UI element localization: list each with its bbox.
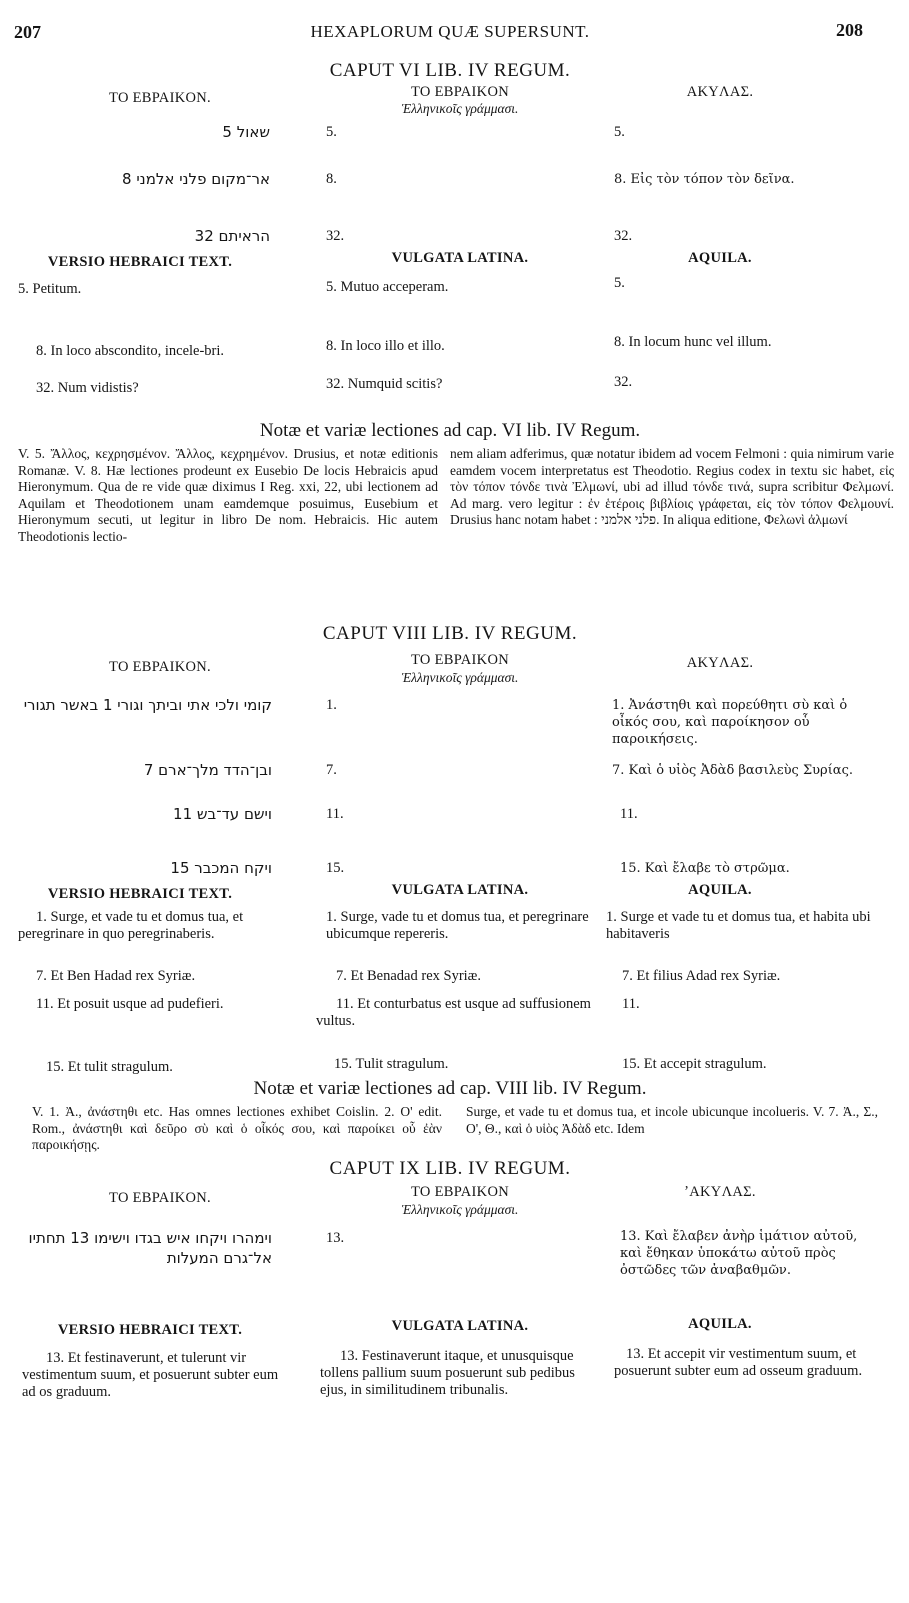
- version-verse: 5. Petitum.: [18, 281, 82, 297]
- column-header-hebrew: TO EBPAIKON.: [109, 659, 211, 675]
- version-verse: 8. In loco abscondito, incele-bri.: [36, 343, 225, 359]
- column-header-aquila-greek: ʼAKYΛAΣ.: [684, 1184, 756, 1200]
- hebrew-verse: שאול 5: [222, 123, 270, 141]
- transliteration-verse: 32.: [326, 228, 345, 244]
- running-title: HEXAPLORUM QUÆ SUPERSUNT.: [310, 22, 590, 41]
- column-header-vulgate: VULGATA LATINA.: [391, 250, 529, 266]
- aquila-greek-verse: 11.: [620, 806, 638, 822]
- column-subheader-greek-letters: Ἑλληνικοῖς γράμμασι.: [401, 101, 519, 116]
- version-verse: 15. Et tulit stragulum.: [46, 1059, 173, 1075]
- vulgate-verse: 32. Numquid scitis?: [326, 376, 443, 392]
- caput-heading: CAPUT VIII LIB. IV REGUM.: [322, 623, 578, 644]
- version-verse: 11. Et posuit usque ad pudefieri.: [36, 996, 224, 1012]
- transliteration-verse: 15.: [326, 860, 345, 876]
- aquila-greek-verse: 13. Καὶ ἔλαβεν ἀνὴρ ἱμάτιον αὐτοῦ, καὶ ἔθηκαν ὑποκάτω αὐτοῦ πρὸς ὀστῶδες τῶν ἀναβαθμῶν.: [620, 1229, 858, 1278]
- notes-column-right: nem aliam adferimus, quæ notatur ibidem ad vocem Felmoni : quia nimirum varie eamdem vocem interpretatus est Theodotio. Regius codex in textu sic habet, εἰς τὸν τόπον τόνδε τινὰ Ἐλμωνί, ubi ad illud τόνδε τινά, supra scribitur Φελμωνί. Ad marg. vero legitur : ἐν ἑτέροις βιβλίοις γράφεται, εἰς τὸν τόπον Φελμουνί. Drusius hanc notam habet : פלני אלמני. In aliqua editione, Φελωνὶ ἀλμωνί: [450, 446, 894, 527]
- aquila-greek-verse: 15. Καὶ ἔλαβε τὸ στρῶμα.: [620, 861, 790, 876]
- vulgate-verse: 7. Et Benadad rex Syriæ.: [336, 968, 481, 984]
- column-header-hebrew: TO EBPAIKON.: [109, 1190, 211, 1206]
- notes-heading: Notæ et variæ lectiones ad cap. VIII lib. IV Regum.: [253, 1078, 647, 1099]
- aquila-greek-verse: 8. Εἰς τὸν τόπον τὸν δεῖνα.: [614, 172, 795, 187]
- hebrew-verse: קומי ולכי אתי וביתך וגורי 1 באשר תגורי: [23, 696, 272, 714]
- aquila-latin-verse: 13. Et accepit vir vestimentum suum, et posuerunt subter eum ad osseum graduum.: [614, 1346, 863, 1379]
- column-header-hebrew: TO EBPAIKON.: [109, 90, 211, 106]
- notes-heading: Notæ et variæ lectiones ad cap. VI lib. IV Regum.: [259, 420, 641, 441]
- hebrew-verse: אר־מקום פלני אלמני 8: [122, 170, 270, 188]
- column-header-version: VERSIO HEBRAICI TEXT.: [47, 886, 233, 902]
- column-header-aquila-greek: AKYΛAΣ.: [686, 655, 754, 671]
- column-header-transliteration: TO EBPAIKON: [411, 652, 509, 668]
- column-header-vulgate: VULGATA LATINA.: [391, 882, 529, 898]
- column-header-aquila-latin: AQUILA.: [688, 1316, 752, 1332]
- version-verse: 1. Surge, et vade tu et domus tua, et peregrinare in quo peregrinaberis.: [18, 909, 244, 942]
- transliteration-verse: 7.: [326, 762, 337, 778]
- column-header-aquila-latin: AQUILA.: [688, 882, 752, 898]
- aquila-latin-verse: 7. Et filius Adad rex Syriæ.: [622, 968, 781, 984]
- hebrew-verse: וישם עד־בש 11: [173, 805, 272, 823]
- aquila-greek-verse: 32.: [614, 228, 633, 244]
- caput-heading: CAPUT VI LIB. IV REGUM.: [329, 60, 571, 81]
- transliteration-verse: 8.: [326, 171, 337, 187]
- notes-column-right: Surge, et vade tu et domus tua, et incole ubicunque incolueris. V. 7. Ἀ., Σ., Ο', Θ., καὶ ὁ υἱὸς Ἀδὰδ etc. Idem: [466, 1104, 878, 1136]
- hebrew-verse: הראיתם 32: [194, 227, 270, 245]
- vulgate-verse: 11. Et conturbatus est usque ad suffusionem vultus.: [316, 996, 591, 1029]
- column-header-transliteration: TO EBPAIKON: [411, 84, 509, 100]
- column-header-aquila-greek: AKYΛAΣ.: [686, 84, 754, 100]
- vulgate-verse: 15. Tulit stragulum.: [334, 1056, 449, 1072]
- aquila-latin-verse: 1. Surge et vade tu et domus tua, et habita ubi habitaveris: [606, 909, 871, 942]
- notes-column-left: V. 1. Ἀ., ἀνάστηθι etc. Has omnes lectiones exhibet Coislin. 2. Ο' edit. Rom., ἀνάστηθι καὶ δεῦρο σὺ καὶ ὁ οἶκός σου, καὶ παροίκει οὗ ἐὰν παροικήσῃς.: [32, 1104, 442, 1152]
- aquila-latin-verse: 15. Et accepit stragulum.: [622, 1056, 767, 1072]
- column-header-vulgate: VULGATA LATINA.: [391, 1318, 529, 1334]
- column-header-transliteration: TO EBPAIKON: [411, 1184, 509, 1200]
- caput-heading: CAPUT IX LIB. IV REGUM.: [329, 1158, 571, 1179]
- column-header-version: VERSIO HEBRAICI TEXT.: [57, 1322, 243, 1338]
- vulgate-verse: 5. Mutuo acceperam.: [326, 279, 449, 295]
- hebrew-verse: ויקח המכבר 15: [170, 859, 272, 877]
- hebrew-verse: ובן־הדד מלך־ארם 7: [143, 761, 272, 779]
- aquila-greek-verse: 7. Καὶ ὁ υἱὸς Ἀδὰδ βασιλεὺς Συρίας.: [612, 763, 853, 778]
- vulgate-verse: 8. In loco illo et illo.: [326, 338, 445, 354]
- column-subheader-greek-letters: Ἑλληνικοῖς γράμμασι.: [401, 670, 519, 685]
- column-subheader-greek-letters: Ἑλληνικοῖς γράμμασι.: [401, 1202, 519, 1217]
- version-verse: 7. Et Ben Hadad rex Syriæ.: [36, 968, 196, 984]
- version-verse: 13. Et festinaverunt, et tulerunt vir vestimentum suum, et posuerunt subter eum ad os graduum.: [22, 1350, 279, 1400]
- notes-column-left: V. 5. Ἄλλος, κεχρησμένον. Ἄλλος, κεχρημένον. Drusius, et notæ editionis Romanæ. V. 8. Hæ lectiones prodeunt ex Eusebio De locis Hebraicis apud Hieronymum. Qua de re vide quæ diximus I Reg. xxi, 22, ubi lectionem ad Aquilam et Theodotionem unam eamdemque posuimus, Eusebium et Hieronymum secuti, ut legitur in libro De nom. Hebraicis. Hic autem Theodotionis lectio-: [18, 446, 438, 544]
- aquila-latin-verse: 8. In locum hunc vel illum.: [614, 334, 772, 350]
- version-verse: 32. Num vidistis?: [36, 380, 139, 396]
- hebrew-verse: וימהרו ויקחו איש בגדו וישימו 13 תחתיו אל־גרם המעלות: [28, 1229, 272, 1267]
- transliteration-verse: 13.: [326, 1230, 345, 1246]
- transliteration-verse: 1.: [326, 697, 337, 713]
- vulgate-verse: 1. Surge, vade tu et domus tua, et peregrinare ubicumque repereris.: [326, 909, 589, 942]
- vulgate-verse: 13. Festinaverunt itaque, et unusquisque tollens pallium suum posuerunt sub pedibus ejus, in similitudinem tribunalis.: [320, 1348, 575, 1398]
- aquila-latin-verse: 32.: [614, 374, 633, 390]
- aquila-greek-verse: 1. Ἀνάστηθι καὶ πορεύθητι σὺ καὶ ὁ οἶκός σου, καὶ παροίκησον οὗ παροικήσεις.: [612, 698, 848, 747]
- aquila-latin-verse: 5.: [614, 275, 625, 291]
- page-number-left: 207: [14, 22, 41, 42]
- column-header-aquila-latin: AQUILA.: [688, 250, 752, 266]
- transliteration-verse: 11.: [326, 806, 344, 822]
- column-header-version: VERSIO HEBRAICI TEXT.: [47, 254, 233, 270]
- aquila-greek-verse: 5.: [614, 124, 625, 140]
- transliteration-verse: 5.: [326, 124, 337, 140]
- page-number-right: 208: [836, 20, 863, 40]
- aquila-latin-verse: 11.: [622, 996, 640, 1012]
